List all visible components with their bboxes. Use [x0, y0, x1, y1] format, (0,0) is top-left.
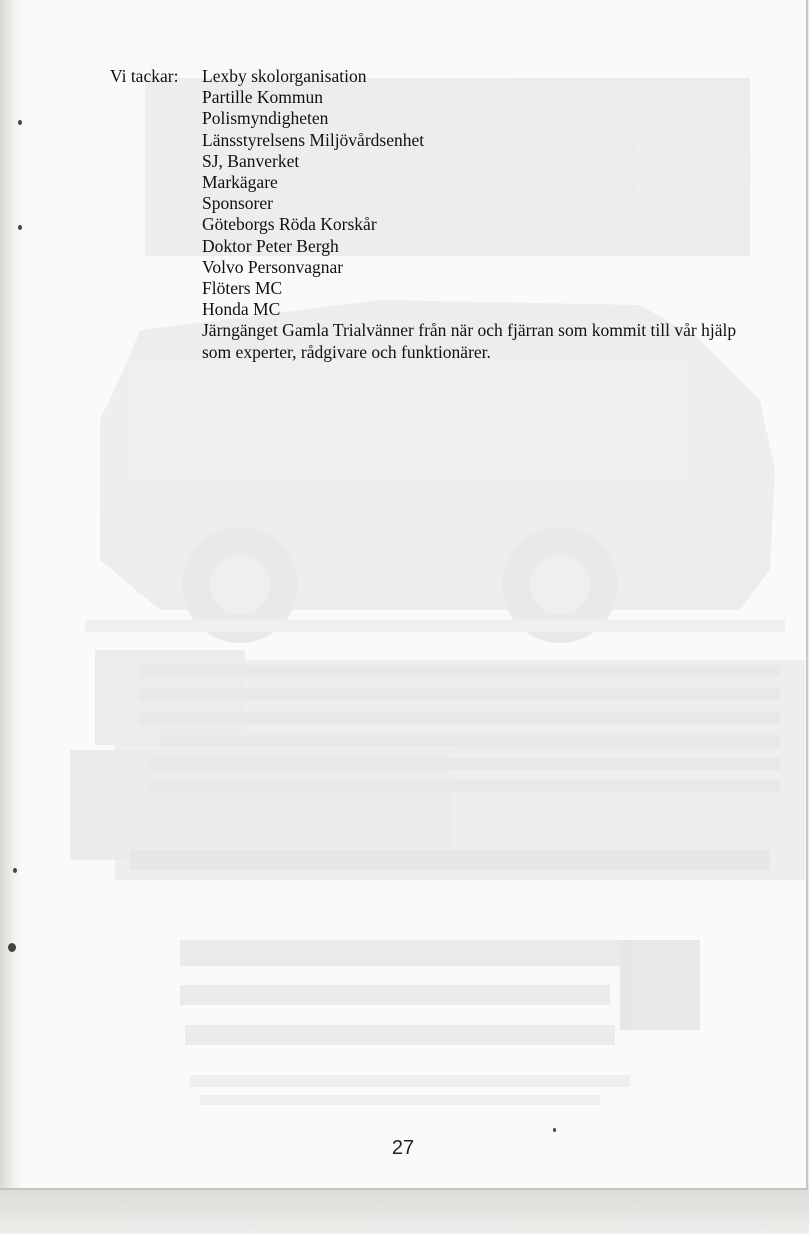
thanks-item: Volvo Personvagnar	[202, 256, 344, 277]
thanks-item: Länsstyrelsens Miljövårdsenhet	[202, 129, 425, 150]
thanks-item: SJ, Banverket	[202, 150, 300, 171]
thanks-item: Flöters MC	[202, 278, 283, 299]
thanks-item: Järngänget Gamla Trialvänner från när och fjärran som kommit till vår hjälp som experter, rådgivare och funktionärer.	[202, 320, 737, 362]
page-number: 27	[391, 1137, 415, 1159]
scan-speck	[553, 1128, 556, 1132]
thanks-item: Markägare	[202, 172, 278, 193]
thanks-item: Göteborgs Röda Korskår	[202, 214, 377, 235]
binding-hole-mark	[18, 225, 22, 230]
thanks-item: Doktor Peter Bergh	[202, 235, 339, 256]
thanks-item: Lexby skolorganisation	[202, 66, 367, 86]
thanks-label: Vi tackar:	[110, 66, 179, 86]
scan-background	[0, 1190, 809, 1234]
binding-hole-mark	[18, 120, 22, 125]
thanks-list	[202, 66, 742, 363]
thanks-item: Honda MC	[202, 299, 281, 320]
binding-hole-mark	[8, 943, 16, 952]
thanks-item: Polismyndigheten	[202, 108, 329, 129]
thanks-item: Sponsorer	[202, 193, 273, 214]
thanks-item: Partille Kommun	[202, 87, 324, 108]
binding-hole-mark	[13, 868, 17, 873]
